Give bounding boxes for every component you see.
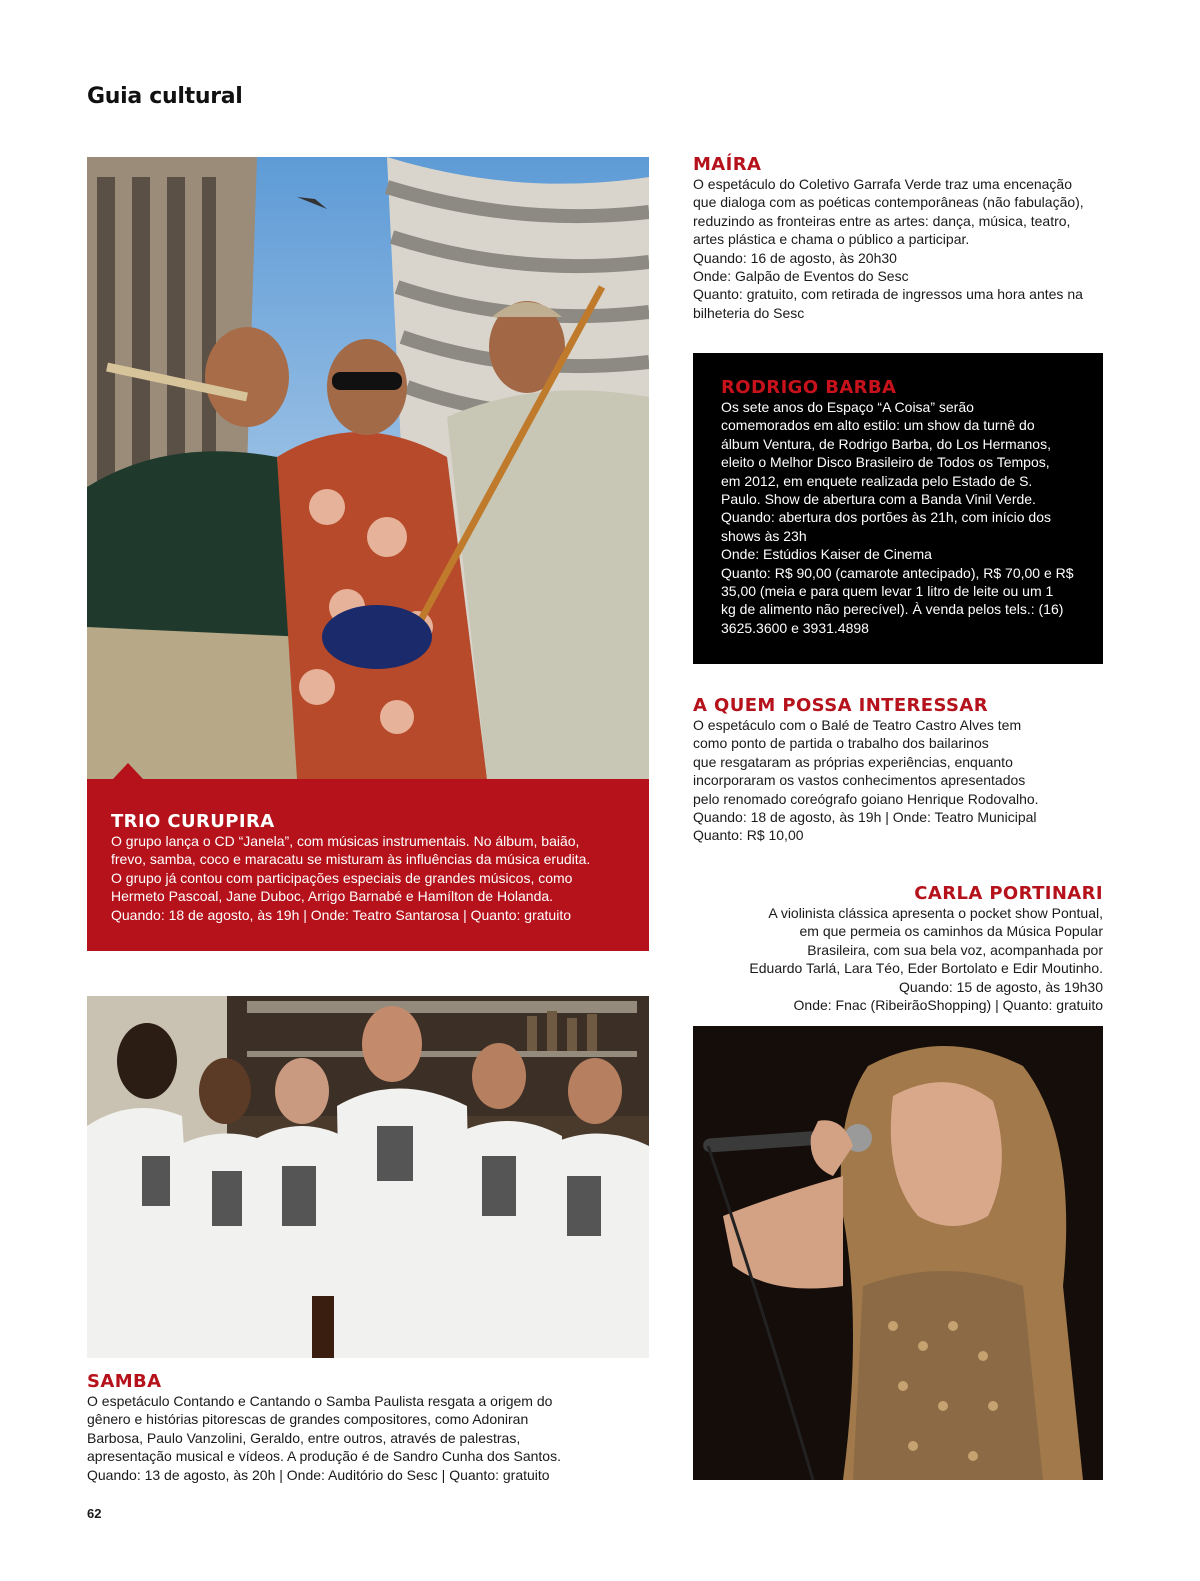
trio-curupira-photo <box>87 157 649 779</box>
rodrigo-line: álbum Ventura, de Rodrigo Barba, do Los Hermanos, <box>721 435 1051 452</box>
quem-line: Quando: 18 de agosto, às 19h | Onde: Teatro Municipal <box>693 809 1037 826</box>
samba-article <box>87 1371 649 1484</box>
trio-line: Hermeto Pascoal, Jane Duboc, Arrigo Barnabé e Hamílton de Holanda. <box>111 888 554 905</box>
trio-line: O grupo já contou com participações especiais de grandes músicos, como <box>111 869 573 886</box>
samba-title: SAMBA <box>87 1371 162 1392</box>
maira-line: O espetáculo do Coletivo Garrafa Verde traz uma encenação <box>693 176 1072 192</box>
maira-line: Quando: 16 de agosto, às 20h30 <box>693 249 897 266</box>
quem-line: pelo renomado coreógrafo goiano Henrique Rodovalho. <box>693 790 1039 807</box>
quem-line: que resgataram as próprias experiências, enquanto <box>693 753 1013 770</box>
samba-line: gênero e histórias pitorescas de grandes compositores, como Adoniran <box>87 1411 529 1428</box>
a-quem-possa-interessar-title: A QUEM POSSA INTERESSAR <box>693 695 989 716</box>
samba-line: Quando: 13 de agosto, às 20h | Onde: Auditório do Sesc | Quanto: gratuito <box>87 1466 550 1483</box>
rodrigo-line: Onde: Estúdios Kaiser de Cinema <box>721 546 932 563</box>
samba-line: O espetáculo Contando e Cantando o Samba Paulista resgata a origem do <box>87 1393 553 1409</box>
page-number: 62 <box>87 1506 102 1521</box>
rodrigo-barba-box <box>693 353 1103 664</box>
maira-line: bilheteria do Sesc <box>693 304 805 321</box>
carla-line: Onde: Fnac (RibeirãoShopping) | Quanto: gratuito <box>793 997 1103 1014</box>
rodrigo-line: Os sete anos do Espaço “A Coisa” serão <box>721 399 974 415</box>
quem-line: como ponto de partida o trabalho dos bailarinos <box>693 735 989 752</box>
maira-line: reduzindo as fronteiras entre as artes: dança, música, teatro, <box>693 212 1071 229</box>
trio-line: Quando: 18 de agosto, às 19h | Onde: Teatro Santarosa | Quanto: gratuito <box>111 906 571 923</box>
trio-curupira-box <box>87 779 649 951</box>
trio-curupira-title: TRIO CURUPIRA <box>111 811 275 832</box>
carla-line: Quando: 15 de agosto, às 19h30 <box>899 978 1103 995</box>
samba-line: Barbosa, Paulo Vanzolini, Geraldo, entre outros, através de palestras, <box>87 1429 521 1446</box>
quem-line: Quanto: R$ 10,00 <box>693 827 804 844</box>
carla-portinari-photo <box>693 1026 1103 1480</box>
carla-line: Brasileira, com sua bela voz, acompanhada por <box>807 941 1103 958</box>
rodrigo-line: comemorados em alto estilo: um show da turnê do <box>721 417 1035 434</box>
rodrigo-line: kg de alimento não perecível). À venda pelos tels.: (16) <box>721 601 1064 618</box>
trio-line: O grupo lança o CD “Janela”, com músicas instrumentais. No álbum, baião, <box>111 833 580 849</box>
a-quem-possa-interessar-article <box>693 695 1113 845</box>
rodrigo-barba-title: RODRIGO BARBA <box>721 377 897 398</box>
maira-line: Onde: Galpão de Eventos do Sesc <box>693 268 909 285</box>
rodrigo-line: shows às 23h <box>721 527 807 544</box>
maira-line: artes plástica e chama o público a participar. <box>693 231 970 248</box>
rodrigo-line: Quanto: R$ 90,00 (camarote antecipado), R$ 70,00 e R$ <box>721 564 1074 581</box>
rodrigo-line: Quando: abertura dos portões às 21h, com início dos <box>721 509 1051 526</box>
carla-line: em que permeia os caminhos da Música Popular <box>799 923 1103 940</box>
rodrigo-line: em 2012, em enquete realizada pelo Estado de S. <box>721 472 1033 489</box>
rodrigo-line: eleito o Melhor Disco Brasileiro de Todos os Tempos, <box>721 454 1050 471</box>
maira-line: que dialoga com as poéticas contemporâneas (não fabulação), <box>693 194 1084 211</box>
quem-line: incorporaram os vastos conhecimentos apresentados <box>693 772 1026 789</box>
trio-line: frevo, samba, coco e maracatu se misturam às influências da música erudita. <box>111 851 591 868</box>
rodrigo-line: Paulo. Show de abertura com a Banda Vinil Verde. <box>721 491 1036 508</box>
pointer-triangle-icon <box>113 763 143 779</box>
carla-line: Eduardo Tarlá, Lara Téo, Eder Bortolato e Edir Moutinho. <box>749 960 1103 977</box>
maira-line: Quanto: gratuito, com retirada de ingressos uma hora antes na <box>693 286 1083 303</box>
rodrigo-line: 3625.3600 e 3931.4898 <box>721 619 869 636</box>
samba-line: apresentação musical e vídeos. A produção é de Sandro Cunha dos Santos. <box>87 1448 561 1465</box>
carla-portinari-article <box>693 883 1103 1014</box>
section-title: Guia cultural <box>87 84 243 109</box>
carla-line: A violinista clássica apresenta o pocket show Pontual, <box>768 905 1103 921</box>
maira-article <box>693 154 1113 322</box>
rodrigo-line: 35,00 (meia e para quem levar 1 litro de leite ou um 1 <box>721 583 1054 600</box>
quem-line: O espetáculo com o Balé de Teatro Castro Alves tem <box>693 717 1022 733</box>
samba-group-photo <box>87 996 649 1358</box>
carla-portinari-title: CARLA PORTINARI <box>914 883 1103 904</box>
maira-title: MAÍRA <box>693 154 762 175</box>
